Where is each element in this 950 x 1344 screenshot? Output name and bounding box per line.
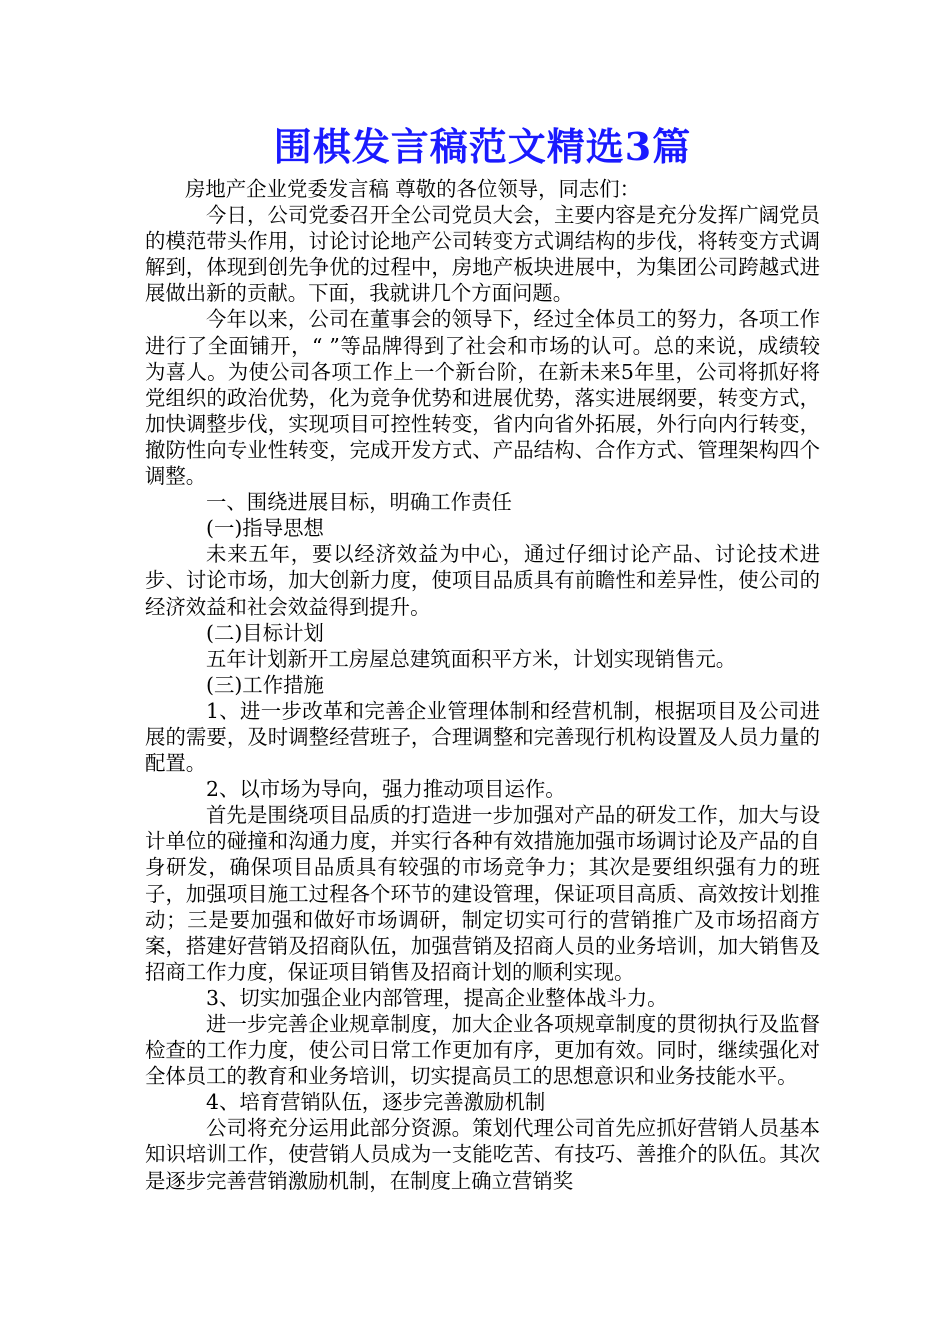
document-body — [145, 176, 820, 1194]
paragraph: 五年计划新开工房屋总建筑面积平方米，计划实现销售元。 — [206, 646, 737, 671]
document-title: 围棋发言稿范文精选3篇 — [273, 124, 692, 169]
paragraph: 未来五年，要以经济效益为中心，通过仔细讨论产品、讨论技术进步、讨论市场，加大创新力度，使项目品质具有前瞻性和差异性，使公司的经济效益和社会效益得到提升。 — [145, 542, 820, 619]
paragraph: 公司将充分运用此部分资源。策划代理公司首先应抓好营销人员基本知识培训工作，使营销人员成为一支能吃苦、有技巧、善推介的队伍。其次是逐步完善营销激励机制，在制度上确立营销奖 — [145, 1116, 820, 1193]
paragraph: 2、以市场为导向，强力推动项目运作。 — [206, 777, 566, 802]
paragraph: 4、培育营销队伍，逐步完善激励机制 — [206, 1090, 546, 1115]
paragraph: 1、进一步改革和完善企业管理体制和经营机制，根据项目及公司进展的需要，及时调整经营班子，合理调整和完善现行机构设置及人员力量的配置。 — [145, 698, 820, 776]
paragraph: 房地产企业党委发言稿 尊敬的各位领导，同志们： — [185, 177, 641, 201]
paragraph: 进一步完善企业规章制度，加大企业各项规章制度的贯彻执行及监督检查的工作力度，使公司日常工作更加有序，更加有效。同时，继续强化对全体员工的教育和业务培训，切实提高员工的思想意识和业务技能水平。 — [145, 1012, 820, 1089]
paragraph: 3、切实加强企业内部管理，提高企业整体战斗力。 — [206, 985, 668, 1010]
paragraph: 一、围绕进展目标，明确工作责任 — [206, 490, 512, 515]
paragraph: 首先是围绕项目品质的打造进一步加强对产品的研发工作，加大与设计单位的碰撞和沟通力度，并实行各种有效措施加强市场调讨论及产品的自身研发，确保项目品质具有较强的市场竞争力；其次是要组织强有力的班子，加强项目施工过程各个环节的建设管理，保证项目高质、高效按计划推动；三是要加强和做好市场调研，制定切实可行的营销推广及市场招商方案，搭建好营销及招商队伍，加强营销及招商人员的业务培训，加大销售及招商工作力度，保证项目销售及招商计划的顺利实现。 — [145, 803, 820, 984]
paragraph: 今日，公司党委召开全公司党员大会，主要内容是充分发挥广阔党员的模范带头作用，讨论讨论地产公司转变方式调结构的步伐，将转变方式调解到，体现到创先争优的过程中，房地产板块进展中，为集团公司跨越式进展做出新的贡献。下面，我就讲几个方面问题。 — [145, 203, 820, 306]
paragraph: (一)指导思想 — [206, 516, 324, 541]
paragraph: (二)目标计划 — [206, 620, 324, 645]
document-page — [145, 118, 820, 1194]
paragraph: (三)工作措施 — [206, 672, 324, 697]
paragraph: 今年以来，公司在董事会的领导下，经过全体员工的努力，各项工作进行了全面铺开，“ ”等品牌得到了社会和市场的认可。总的来说，成绩较为喜人。为使公司各项工作上一个新台阶，在新未来5年里，公司将抓好将党组织的政治优势，化为竞争优势和进展优势，落实进展纲要，转变方式，加快调整步伐，实现项目可控性转变，省内向省外拓展，外行向内行转变，撤防性向专业性转变，完成开发方式、产品结构、合作方式、管理架构四个调整。 — [145, 307, 820, 489]
